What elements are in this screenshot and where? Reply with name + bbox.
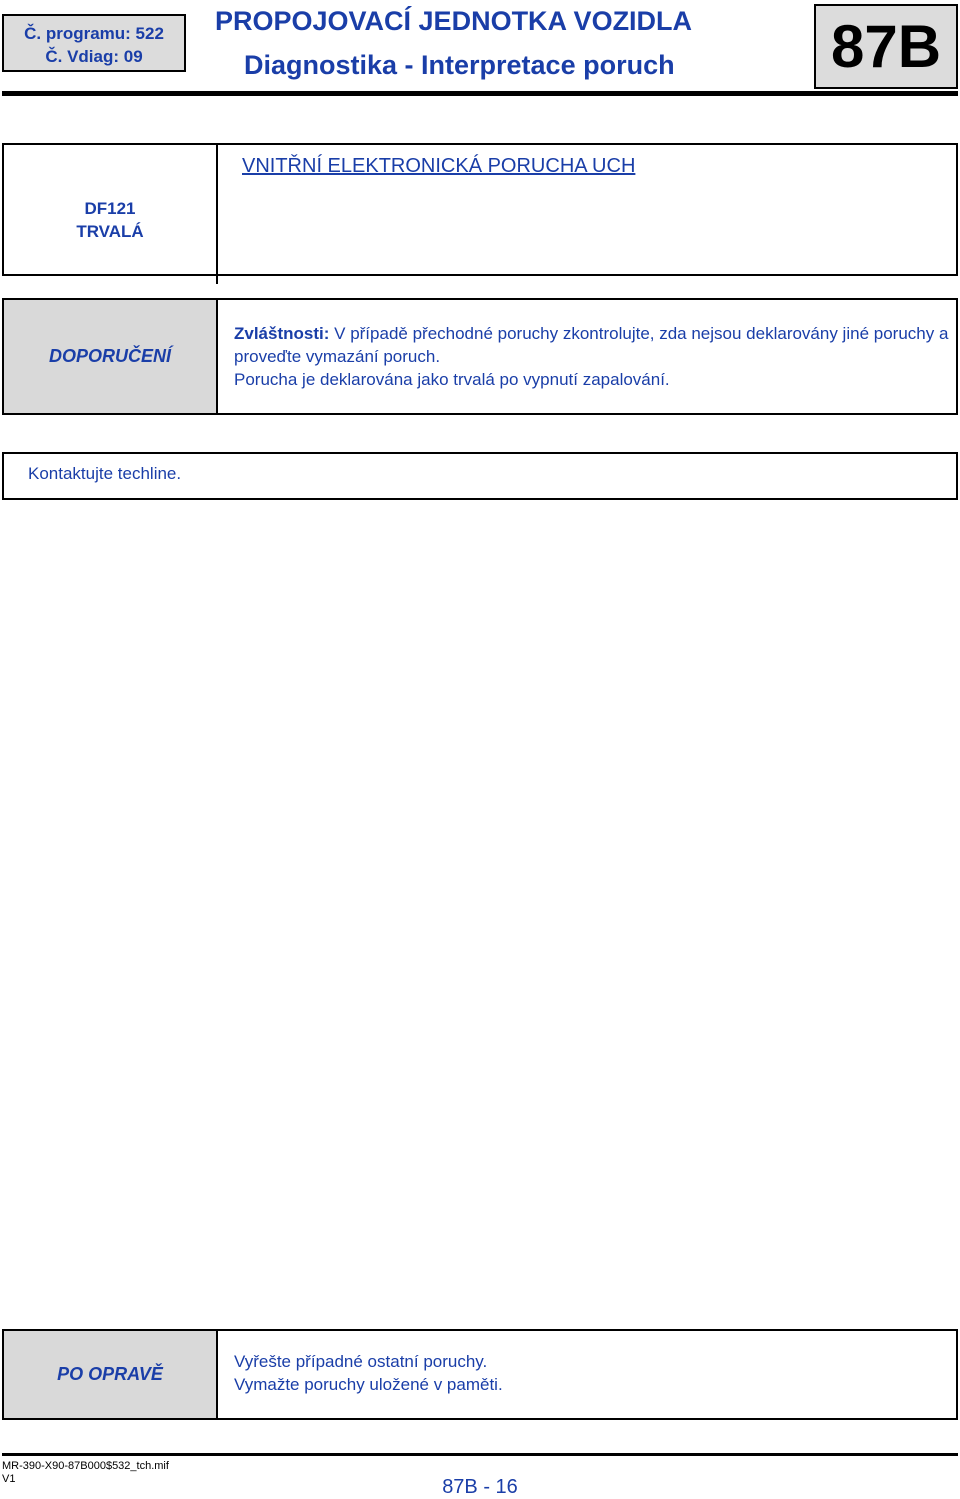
fault-row bbox=[2, 143, 958, 276]
fault-code-cell bbox=[4, 145, 218, 284]
after-repair-row bbox=[2, 1329, 958, 1420]
recommendation-label: DOPORUČENÍ bbox=[4, 300, 218, 413]
recommendation-prefix: Zvláštnosti: bbox=[234, 324, 330, 343]
footer-version: V1 bbox=[2, 1473, 16, 1485]
recommendation-line-2: Porucha je deklarována jako trvalá po vypnutí zapalování. bbox=[234, 370, 670, 389]
fault-code: DF121 bbox=[84, 198, 136, 218]
instruction-row bbox=[2, 452, 958, 500]
section-code: 87B bbox=[814, 4, 958, 89]
recommendation-line-1: V případě přechodné poruchy zkontrolujte, zda nejsou deklarovány jiné poruchy a proveďte vymazání poruch. bbox=[234, 324, 949, 366]
after-repair-label: PO OPRAVĚ bbox=[4, 1331, 218, 1418]
after-repair-text bbox=[234, 1350, 503, 1396]
document-subtitle: Diagnostika - Interpretace poruch bbox=[244, 50, 675, 80]
page-number: 87B - 16 bbox=[442, 1476, 518, 1498]
recommendation-text bbox=[234, 322, 949, 391]
instruction-text: Kontaktujte techline. bbox=[28, 464, 182, 483]
header-divider bbox=[2, 91, 958, 96]
footer-divider bbox=[2, 1453, 958, 1456]
recommendation-row bbox=[2, 298, 958, 415]
after-repair-line-1: Vyřešte případné ostatní poruchy. bbox=[234, 1352, 488, 1371]
fault-status: TRVALÁ bbox=[76, 221, 144, 241]
fault-title: VNITŘNÍ ELEKTRONICKÁ PORUCHA UCH bbox=[242, 155, 636, 177]
document-title: PROPOJOVACÍ JEDNOTKA VOZIDLA bbox=[215, 6, 693, 36]
program-number: Č. programu: 522 bbox=[24, 24, 164, 43]
program-info-box bbox=[2, 14, 186, 72]
footer-file-name: MR-390-X90-87B000$532_tch.mif bbox=[2, 1460, 169, 1472]
vdiag-number: Č. Vdiag: 09 bbox=[45, 47, 143, 66]
after-repair-line-2: Vymažte poruchy uložené v paměti. bbox=[234, 1375, 503, 1394]
footer-file-info bbox=[2, 1460, 169, 1486]
